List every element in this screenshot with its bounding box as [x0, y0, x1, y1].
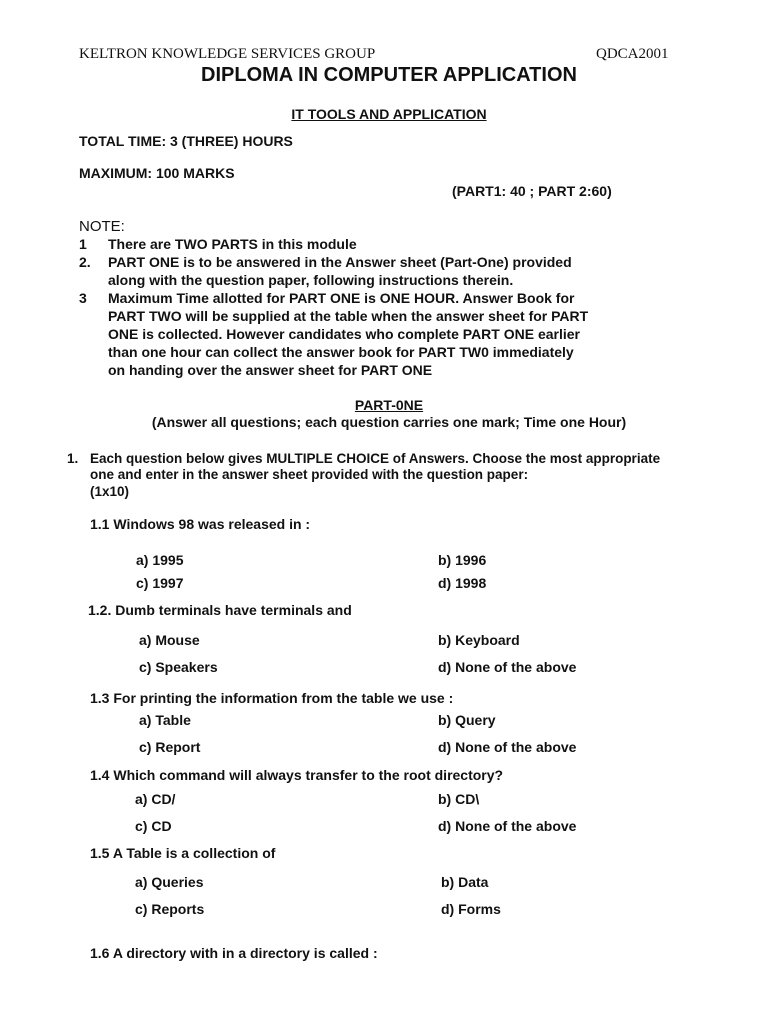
option-c: c) Reports: [135, 901, 205, 917]
option-c: c) Speakers: [139, 659, 218, 675]
option-b: b) CD\: [438, 791, 480, 807]
part-one-heading: PART-0NE: [354, 397, 424, 413]
part-one-instruction: (Answer all questions; each question carries one mark; Time one Hour): [151, 414, 627, 430]
option-d: d) None of the above: [438, 659, 577, 675]
subject-title: IT TOOLS AND APPLICATION: [291, 106, 487, 122]
note-item-text: Maximum Time allotted for PART ONE is ONE HOUR. Answer Book for: [108, 290, 575, 306]
option-a: a) Table: [139, 712, 191, 728]
option-c: c) 1997: [136, 575, 184, 591]
note-item-text: along with the question paper, following instructions therein.: [108, 272, 514, 288]
option-c: c) CD: [135, 818, 172, 834]
question-number: 1.: [67, 451, 79, 466]
option-c: c) Report: [139, 739, 201, 755]
option-a: a) Mouse: [139, 632, 200, 648]
subquestion-text: 1.6 A directory with in a directory is called :: [90, 945, 378, 961]
option-a: a) Queries: [135, 874, 204, 890]
note-item-text: than one hour can collect the answer book for PART TW0 immediately: [108, 344, 574, 360]
subquestion-text: 1.3 For printing the information from the table we use :: [90, 690, 454, 706]
total-time: TOTAL TIME: 3 (THREE) HOURS: [79, 133, 293, 149]
option-b: b) Data: [441, 874, 489, 890]
option-d: d) None of the above: [438, 739, 577, 755]
note-item-number: 3: [79, 290, 87, 306]
option-a: a) 1995: [136, 552, 184, 568]
note-item-text: on handing over the answer sheet for PART ONE: [108, 362, 433, 378]
option-d: d) None of the above: [438, 818, 577, 834]
paper-code: QDCA2001: [596, 46, 669, 62]
subquestion-text: 1.1 Windows 98 was released in :: [90, 516, 311, 532]
note-item-text: There are TWO PARTS in this module: [108, 236, 357, 252]
note-item-text: PART ONE is to be answered in the Answer sheet (Part-One) provided: [108, 254, 572, 270]
option-d: d) 1998: [438, 575, 487, 591]
parts-marks: (PART1: 40 ; PART 2:60): [452, 183, 612, 199]
question-text: Each question below gives MULTIPLE CHOICE of Answers. Choose the most appropriate: [90, 451, 661, 466]
option-b: b) Query: [438, 712, 496, 728]
note-item-text: PART TWO will be supplied at the table when the answer sheet for PART: [108, 308, 589, 324]
question-text: one and enter in the answer sheet provided with the question paper:: [90, 467, 529, 482]
subquestion-text: 1.5 A Table is a collection of: [90, 845, 276, 861]
maximum-marks: MAXIMUM: 100 MARKS: [79, 165, 235, 181]
option-b: b) 1996: [438, 552, 487, 568]
note-heading: NOTE:: [79, 218, 125, 235]
organization-name: KELTRON KNOWLEDGE SERVICES GROUP: [79, 46, 376, 62]
question-marks: (1x10): [90, 484, 130, 499]
option-b: b) Keyboard: [438, 632, 520, 648]
note-item-number: 1: [79, 236, 87, 252]
note-item-text: ONE is collected. However candidates who complete PART ONE earlier: [108, 326, 580, 342]
option-a: a) CD/: [135, 791, 176, 807]
subquestion-text: 1.2. Dumb terminals have terminals and: [88, 602, 352, 618]
note-item-number: 2.: [79, 254, 91, 270]
option-d: d) Forms: [441, 901, 501, 917]
subquestion-text: 1.4 Which command will always transfer to the root directory?: [90, 767, 504, 783]
document-title: DIPLOMA IN COMPUTER APPLICATION: [201, 64, 577, 86]
